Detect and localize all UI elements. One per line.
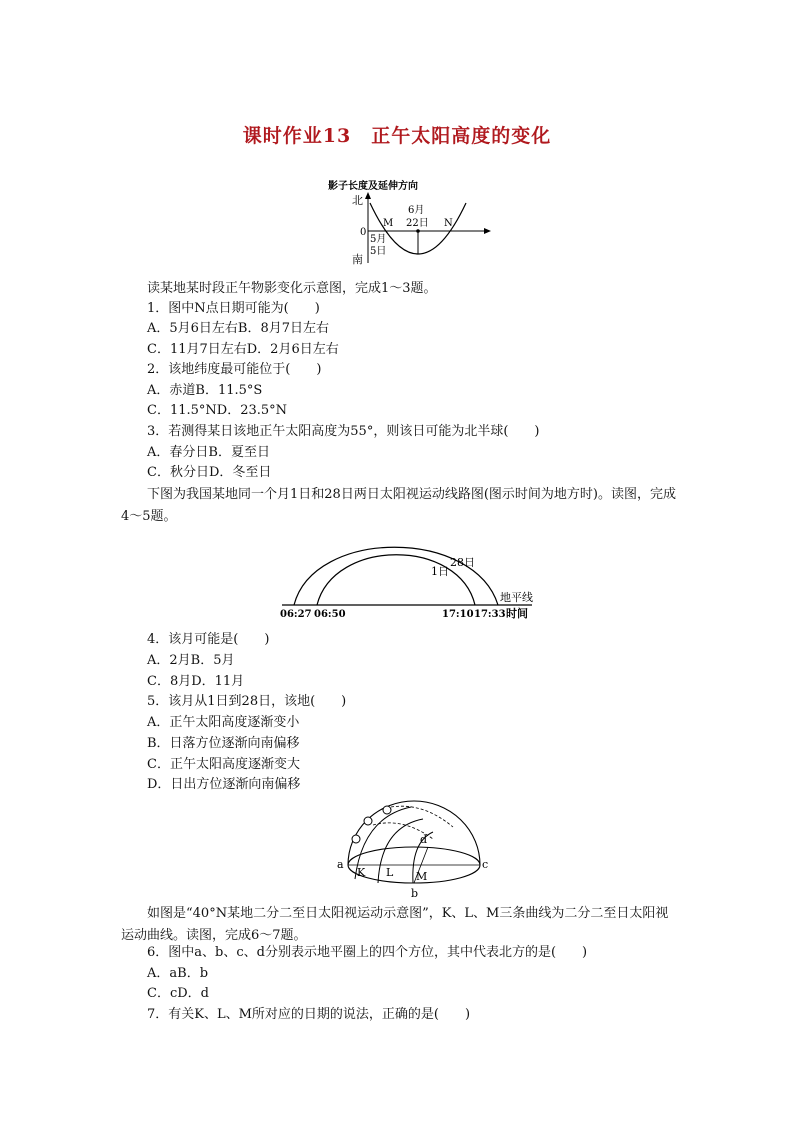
q1-stem: 1．图中N点日期可能为( ) [147, 301, 320, 316]
q2-options-ab: A．赤道B．11.5°S [147, 383, 263, 398]
june22-label: 22日 [406, 218, 429, 229]
time-0627: 06:27 [280, 609, 312, 620]
page-title: 课时作业13 正午太阳高度的变化 [242, 125, 552, 147]
q6-options-ab: A．aB．b [147, 966, 209, 981]
q5-option-c: C．正午太阳高度逐渐变大 [147, 757, 300, 772]
q4-options-cd: C．8月D．11月 [147, 674, 245, 689]
q6-options-cd: C．cD．d [147, 986, 209, 1001]
q2-stem: 2．该地纬度最可能位于( ) [147, 362, 322, 377]
q4-stem: 4．该月可能是( ) [147, 632, 270, 647]
q6-stem: 6．图中a、b、c、d分别表示地平圈上的四个方位，其中代表北方的是( ) [147, 945, 588, 960]
zero-label: 0 [360, 227, 367, 238]
celestial-dome-figure [333, 797, 493, 902]
q5-stem: 5．该月从1日到28日，该地( ) [147, 694, 347, 709]
q7-stem: 7．有关K、L、M所对应的日期的说法，正确的是( ) [147, 1007, 471, 1022]
figure1-ylabel: 影子长度及延伸方向 [328, 181, 418, 192]
q3-stem: 3．若测得某日该地正午太阳高度为55°，则该日可能为北半球( ) [147, 424, 540, 439]
q5-option-b: B．日落方位逐渐向南偏移 [147, 736, 300, 751]
label-28: 28日 [450, 556, 475, 569]
north-label: 北 [352, 194, 363, 207]
intro-1-3: 读某地某时段正午物影变化示意图，完成1～3题。 [147, 281, 437, 296]
time-1733: 17:33 [474, 609, 506, 620]
dir-b: b [411, 887, 419, 900]
q1-options-cd: C．11月7日左右D．2月6日左右 [147, 342, 339, 357]
q5-option-a: A．正午太阳高度逐渐变小 [147, 715, 300, 730]
time-1710: 17:10 [442, 609, 474, 620]
q4-options-ab: A．2月B．5月 [147, 653, 235, 668]
june-label: 6月 [408, 205, 425, 216]
sun-path-figure [274, 533, 544, 623]
point-n-label: N [444, 218, 453, 229]
time-0650: 06:50 [314, 609, 346, 620]
q5-option-d: D．日出方位逐渐向南偏移 [147, 777, 301, 792]
curve-l: L [386, 866, 394, 879]
time-axis-label: 时间 [506, 607, 528, 620]
dir-a: a [337, 858, 344, 871]
intro-4-5: 下图为我国某地同一个月1日和28日两日太阳视运动线路图(图示时间为地方时)。读图，完成4～5题。 [121, 487, 676, 524]
intro-6-7: 如图是“40°N某地二分二至日太阳视运动示意图”，K、L、M三条曲线为二分二至日太阳视运动曲线。读图，完成6～7题。 [121, 906, 669, 943]
horizon-label: 地平线 [500, 591, 533, 604]
point-m-label: M [383, 218, 394, 229]
may-label: 5月 [370, 234, 387, 245]
q2-options-cd: C．11.5°ND．23.5°N [147, 403, 288, 418]
q3-options-cd: C．秋分日D．冬至日 [147, 465, 272, 480]
shadow-length-figure [320, 175, 500, 270]
label-1: 1日 [431, 565, 449, 578]
q1-options-ab: A．5月6日左右B．8月7日左右 [147, 321, 330, 336]
dir-c: c [482, 858, 489, 871]
south-label: 南 [352, 253, 363, 266]
dir-d: d [420, 833, 428, 846]
curve-m: M [416, 870, 428, 883]
curve-k: K [357, 866, 366, 879]
q3-options-ab: A．春分日B．夏至日 [147, 445, 270, 460]
may5-label: 5日 [370, 246, 387, 257]
